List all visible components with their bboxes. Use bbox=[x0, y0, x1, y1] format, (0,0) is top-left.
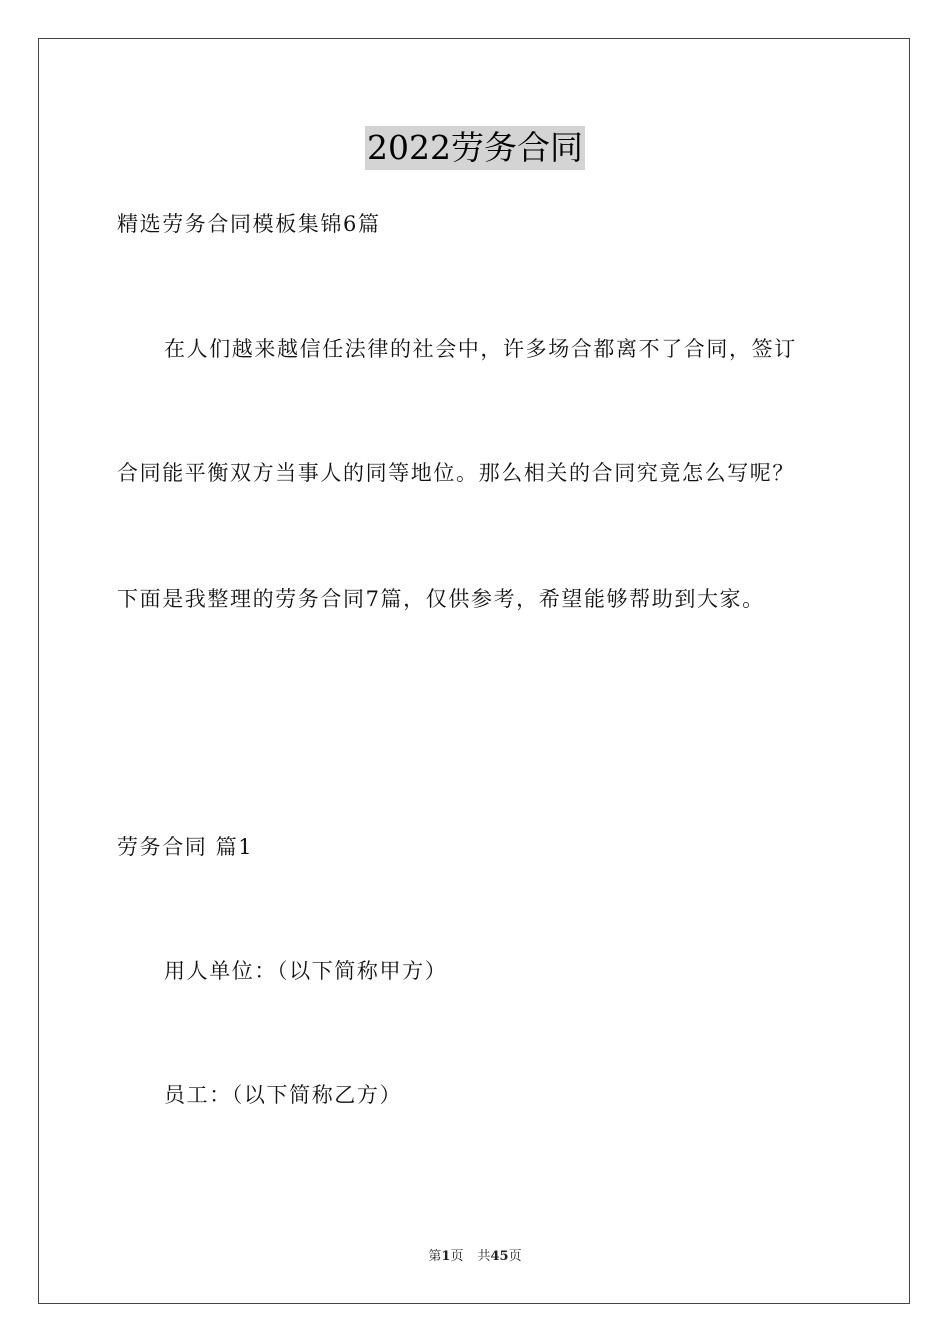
footer-total-suffix: 页 bbox=[508, 1249, 522, 1264]
footer-page-suffix: 页 bbox=[450, 1249, 464, 1264]
document-title: 2022劳务合同 bbox=[365, 126, 585, 170]
footer-page-number: 1 bbox=[441, 1249, 451, 1264]
field-employer: 用人单位：（以下简称甲方） bbox=[164, 959, 448, 983]
footer-total-prefix: 共 bbox=[477, 1249, 491, 1264]
section-heading: 劳务合同 篇1 bbox=[117, 835, 254, 859]
title-container bbox=[0, 126, 950, 170]
intro-line-3: 下面是我整理的劳务合同7篇，仅供参考，希望能够帮助到大家。 bbox=[117, 587, 765, 611]
document-subtitle: 精选劳务合同模板集锦6篇 bbox=[117, 212, 381, 236]
footer-total-pages: 45 bbox=[490, 1249, 509, 1264]
field-employee: 员工：（以下简称乙方） bbox=[164, 1083, 403, 1107]
intro-line-2: 合同能平衡双方当事人的同等地位。那么相关的合同究竟怎么写呢？ bbox=[117, 461, 795, 485]
intro-line-1: 在人们越来越信任法律的社会中，许多场合都离不了合同，签订 bbox=[164, 337, 797, 361]
footer-page-prefix: 第 bbox=[428, 1249, 442, 1264]
page-footer bbox=[0, 1248, 950, 1266]
